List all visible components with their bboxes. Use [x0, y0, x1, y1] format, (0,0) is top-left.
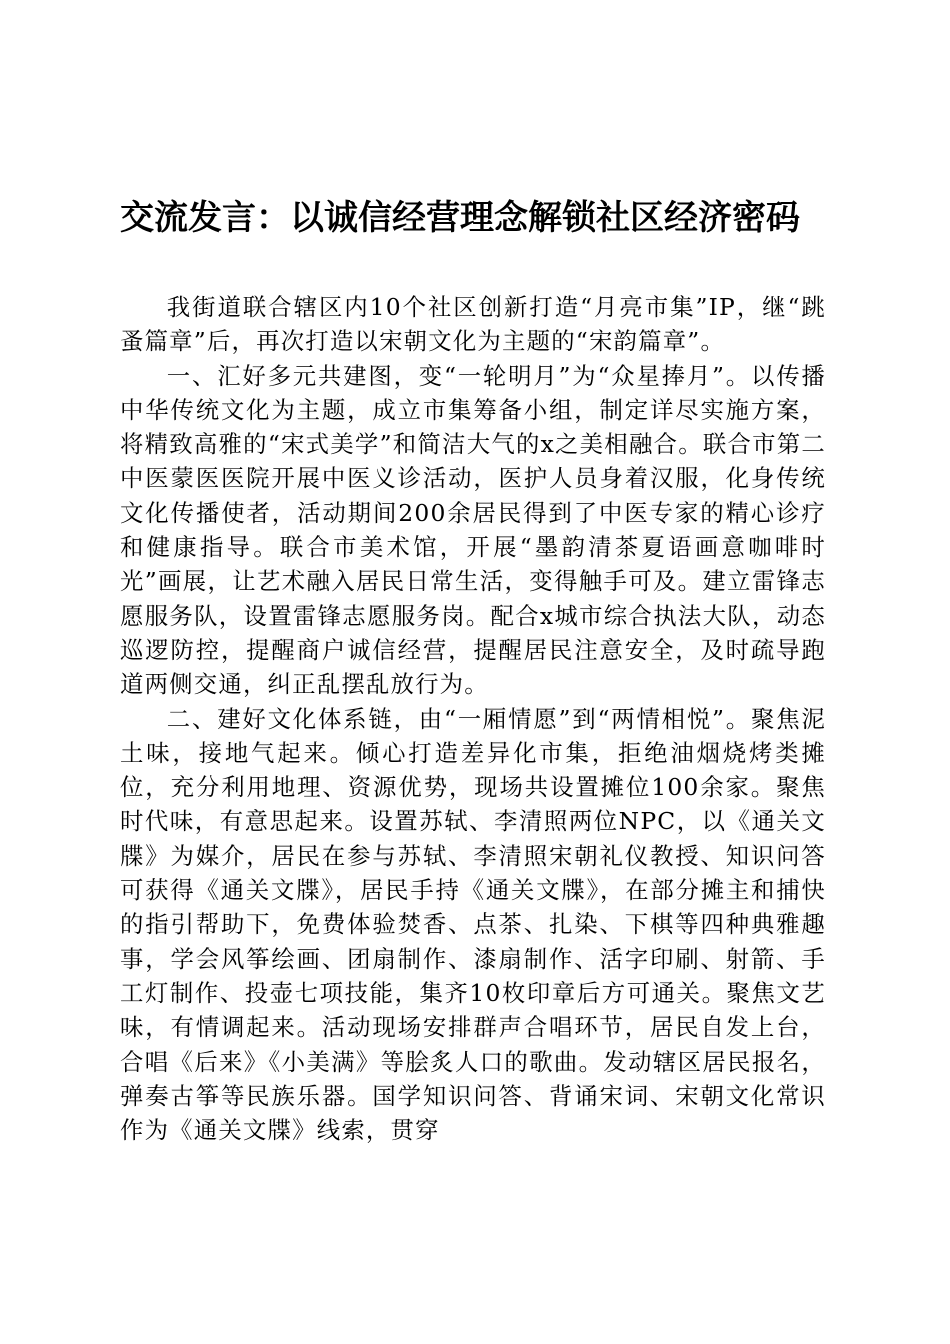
section-one-text: 以传播中华传统文化为主题，成立市集筹备小组，制定详尽实施方案，将精致高雅的“宋式美学”和简洁大气的x之美相融合。联合市第二中医蒙医医院开展中医义诊活动，医护人员身着汉服，化身传统文化传播使者，活动期间200余居民得到了中医专家的精心诊疗和健康指导。联合市美术馆，开展“墨韵清茶夏语画意咖啡时光”画展，让艺术融入居民日常生活，变得触手可及。建立雷锋志愿服务队，设置雷锋志愿服务岗。配合x城市综合执法大队，动态巡逻防控，提醒商户诚信经营，提醒居民注意安全，及时疏导跑道两侧交通，纠正乱摆乱放行为。 [120, 361, 826, 699]
paragraph-intro-text: 我街道联合辖区内10个社区创新打造“月亮市集”IP，继“跳蚤篇章”后，再次打造以宋朝文化为主题的“宋韵篇章”。 [120, 293, 826, 356]
section-two-text: 聚焦泥土味，接地气起来。倾心打造差异化市集，拒绝油烟烧烤类摊位，充分利用地理、资源优势，现场共设置摊位100余家。聚焦时代味，有意思起来。设置苏轼、李清照两位NPC，以《通关文牒》为媒介，居民在参与苏轼、李清照宋朝礼仪教授、知识问答可获得《通关文牒》，居民手持《通关文牒》，在部分摊主和捕快的指引帮助下，免费体验焚香、点茶、扎染、下棋等四种典雅趣事，学会风筝绘画、团扇制作、漆扇制作、活字印刷、射箭、手工灯制作、投壶七项技能，集齐10枚印章后方可通关。聚焦文艺味，有情调起来。活动现场安排群声合唱环节，居民自发上台，合唱《后来》《小美满》等脍炙人口的歌曲。发动辖区居民报名，弹奏古筝等民族乐器。国学知识问答、背诵宋词、宋朝文化常识作为《通关文牒》线索，贯穿 [120, 704, 826, 1145]
document-body [120, 290, 826, 1147]
document-title: 交流发言：以诚信经营理念解锁社区经济密码 [120, 198, 800, 238]
paragraph-section-one [120, 359, 826, 702]
paragraph-intro [120, 290, 826, 359]
section-two-heading: 二、建好文化体系链，由“一厢情愿”到“两情相悦”。 [166, 704, 751, 733]
paragraph-section-two [120, 702, 826, 1148]
section-one-heading: 一、汇好多元共建图，变“一轮明月”为“众星捧月”。 [166, 361, 751, 390]
